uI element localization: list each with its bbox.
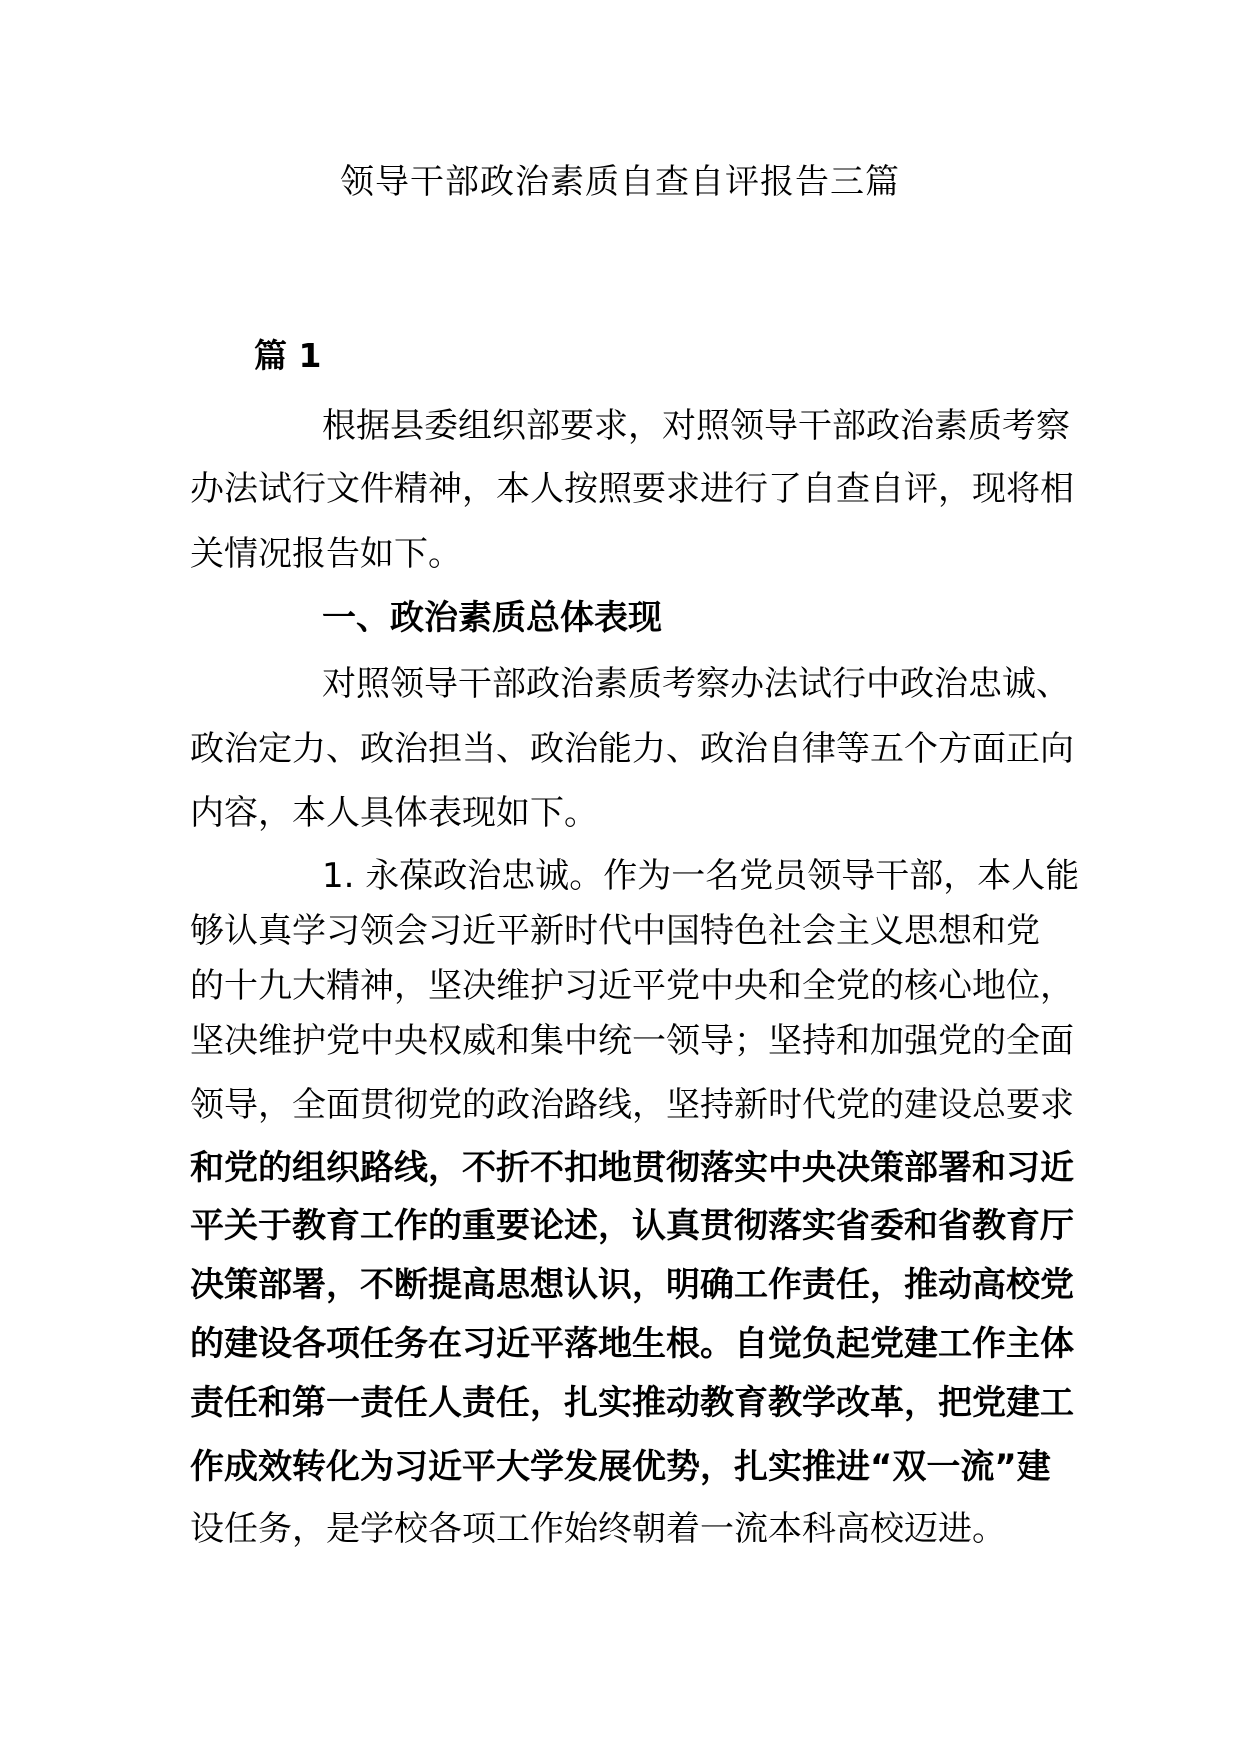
paragraph-line: 根据县委组织部要求，对照领导干部政治素质考察 <box>322 406 1070 446</box>
paragraph-line: 设任务，是学校各项工作始终朝着一流本科高校迈进。 <box>190 1509 1006 1549</box>
paragraph-line: 领导，全面贯彻党的政治路线，坚持新时代党的建设总要求 <box>190 1085 1074 1125</box>
paragraph-line: 政治定力、政治担当、政治能力、政治自律等五个方面正向 <box>190 729 1074 769</box>
paragraph-line-bold: 责任和第一责任人责任，扎实推动教育教学改革，把党建工 <box>190 1383 1074 1423</box>
paragraph-line-bold: 和党的组织路线，不折不扣地贯彻落实中央决策部署和习近 <box>190 1148 1074 1188</box>
paragraph-line: 内容，本人具体表现如下。 <box>190 793 598 833</box>
paragraph-line-bold: 的建设各项任务在习近平落地生根。自觉负起党建工作主体 <box>190 1324 1074 1364</box>
paragraph-line: 够认真学习领会习近平新时代中国特色社会主义思想和党 <box>190 911 1040 951</box>
paragraph-line: 对照领导干部政治素质考察办法试行中政治忠诚、 <box>322 664 1070 704</box>
paragraph-line: 关情况报告如下。 <box>190 534 462 574</box>
paragraph-line: 的十九大精神，坚决维护习近平党中央和全党的核心地位， <box>190 966 1074 1006</box>
paragraph-line: 1. 永葆政治忠诚。作为一名党员领导干部，本人能 <box>322 856 1080 896</box>
paragraph-line-bold: 作成效转化为习近平大学发展优势，扎实推进“双一流”建 <box>190 1447 1051 1487</box>
document-title: 领导干部政治素质自查自评报告三篇 <box>340 162 900 202</box>
paragraph-line: 办法试行文件精神，本人按照要求进行了自查自评，现将相 <box>190 469 1074 509</box>
paragraph-line-bold: 平关于教育工作的重要论述，认真贯彻落实省委和省教育厅 <box>190 1206 1074 1246</box>
paragraph-line-bold: 决策部署，不断提高思想认识，明确工作责任，推动高校党 <box>190 1265 1074 1305</box>
section-heading: 一、政治素质总体表现 <box>322 598 662 638</box>
paragraph-line: 坚决维护党中央权威和集中统一领导；坚持和加强党的全面 <box>190 1021 1074 1061</box>
part-heading: 篇 1 <box>254 336 322 375</box>
